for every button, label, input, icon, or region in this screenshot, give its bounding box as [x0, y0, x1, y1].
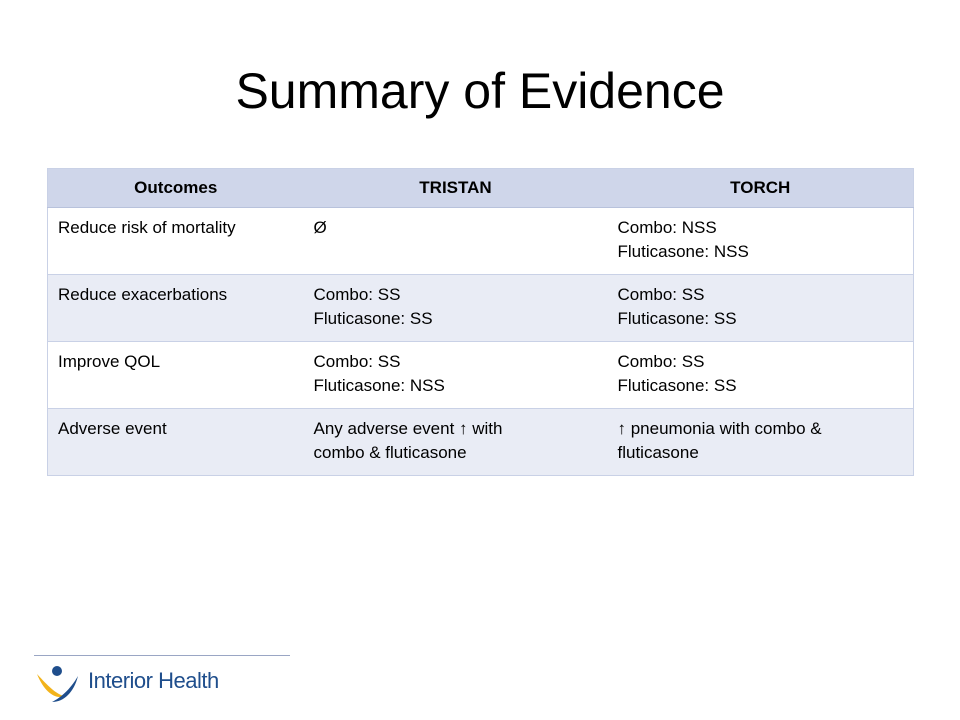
table-header-row — [48, 169, 914, 208]
torch-cell — [608, 409, 914, 476]
tristan-cell — [304, 208, 608, 275]
table-row — [48, 208, 914, 275]
logo-yellow-swoosh — [37, 674, 64, 697]
logo-blue-swoosh — [52, 676, 78, 702]
cell-line: fluticasone — [617, 443, 699, 462]
evidence-table — [47, 168, 914, 476]
cell-line: Fluticasone: SS — [313, 309, 433, 328]
torch-cell — [608, 342, 914, 409]
slide-title: Summary of Evidence — [235, 63, 725, 119]
tristan-cell — [304, 409, 608, 476]
cell-line: Ø — [313, 218, 327, 237]
outcome-cell: Improve QOL — [48, 342, 304, 409]
outcome-cell: Adverse event — [48, 409, 304, 476]
header-outcomes: Outcomes — [48, 169, 304, 208]
cell-line: Fluticasone: SS — [617, 376, 737, 395]
logo-head-shape — [52, 666, 62, 676]
tristan-cell — [304, 342, 608, 409]
cell-line: Combo: NSS — [617, 218, 717, 237]
torch-cell — [608, 208, 914, 275]
cell-line: Fluticasone: SS — [617, 309, 737, 328]
cell-line: Combo: SS — [313, 352, 401, 371]
cell-line: Any adverse event ↑ with — [313, 419, 503, 438]
logo-divider — [34, 655, 290, 656]
header-torch: TORCH — [608, 169, 914, 208]
cell-line: Combo: SS — [313, 285, 401, 304]
logo-text: Interior Health — [88, 668, 219, 693]
cell-line: ↑ pneumonia with combo & — [617, 419, 822, 438]
outcome-cell: Reduce exacerbations — [48, 275, 304, 342]
footer-logo — [30, 652, 292, 712]
interior-health-logo-icon — [34, 662, 82, 706]
table-row — [48, 409, 914, 476]
tristan-cell — [304, 275, 608, 342]
header-tristan: TRISTAN — [304, 169, 608, 208]
outcome-cell: Reduce risk of mortality — [48, 208, 304, 275]
table-row — [48, 275, 914, 342]
cell-line: Combo: SS — [617, 352, 705, 371]
torch-cell — [608, 275, 914, 342]
cell-line: Combo: SS — [617, 285, 705, 304]
cell-line: Fluticasone: NSS — [617, 242, 749, 261]
cell-line: combo & fluticasone — [313, 443, 467, 462]
table-row — [48, 342, 914, 409]
cell-line: Fluticasone: NSS — [313, 376, 445, 395]
